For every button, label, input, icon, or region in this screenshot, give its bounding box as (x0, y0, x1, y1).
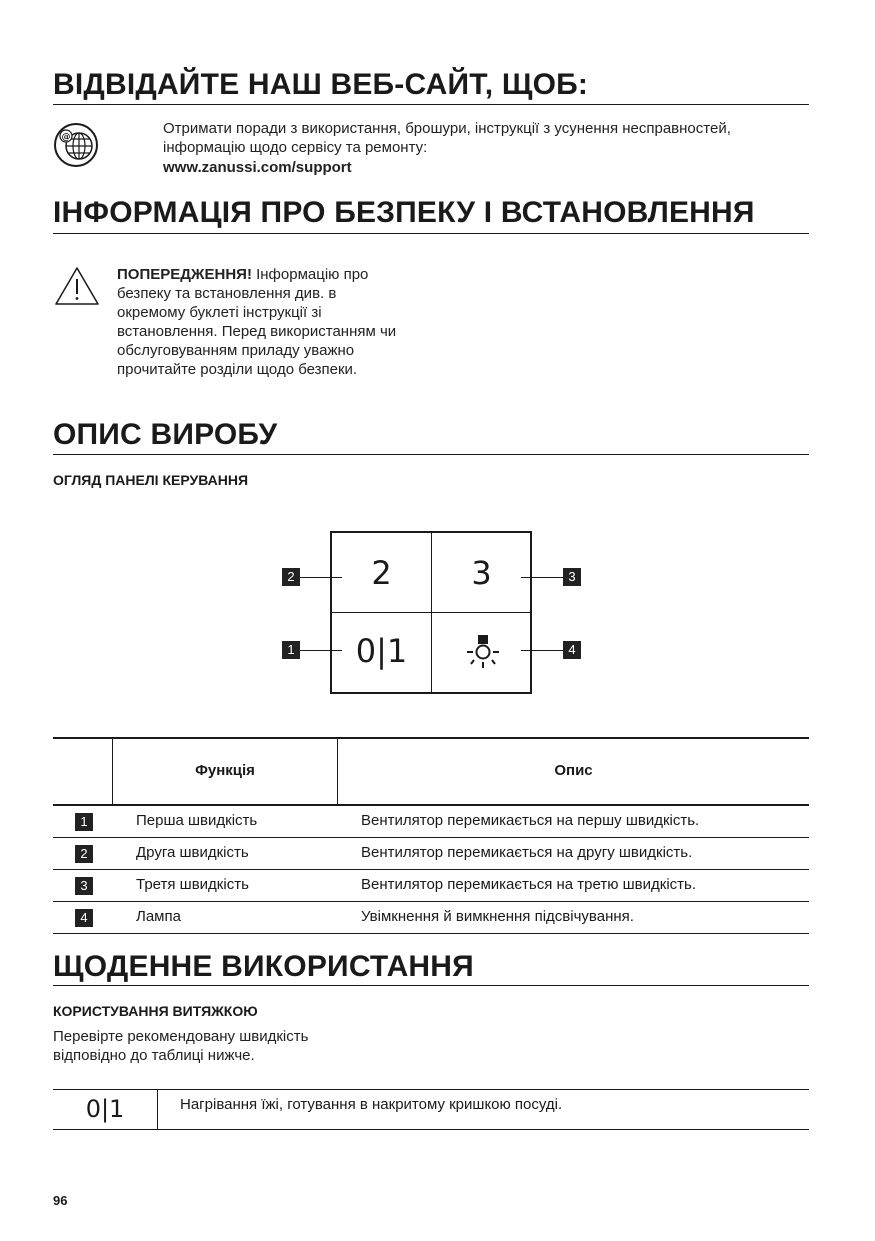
speed-symbol: 0|1 (85, 1095, 125, 1123)
row-function: Лампа (136, 908, 181, 925)
row-description: Вентилятор перемикається на третю швидкість. (361, 876, 697, 893)
warning-label: ПОПЕРЕДЖЕННЯ! (117, 266, 252, 283)
svg-text:@: @ (61, 132, 71, 143)
callout-line (521, 650, 563, 651)
control-panel-diagram (330, 531, 532, 694)
warning-text (117, 265, 407, 379)
divider (53, 233, 809, 234)
daily-subheading: КОРИСТУВАННЯ ВИТЯЖКОЮ (53, 1003, 258, 1019)
safety-heading: ІНФОРМАЦІЯ ПРО БЕЗПЕКУ І ВСТАНОВЛЕННЯ (53, 196, 755, 229)
callout-1: 1 (282, 641, 300, 659)
website-text: Отримати поради з використання, брошури, інструкції з усунення несправностей, інформацію щодо сервісу та ремонту: (163, 120, 731, 156)
divider (53, 454, 809, 455)
divider (53, 104, 809, 105)
header-description: Опис (554, 762, 593, 779)
daily-heading: ЩОДЕННЕ ВИКОРИСТАННЯ (53, 950, 474, 983)
callout-4: 4 (563, 641, 581, 659)
page-number: 96 (53, 1193, 68, 1208)
speed-3-button: 3 (471, 554, 492, 592)
website-heading: ВІДВІДАЙТЕ НАШ ВЕБ-САЙТ, ЩОБ: (53, 68, 589, 101)
table-row (53, 838, 809, 870)
table-row (53, 902, 809, 934)
header-function: Функція (195, 762, 255, 779)
row-number: 3 (75, 877, 93, 895)
row-function: Друга швидкість (136, 844, 249, 861)
speed-2-button: 2 (371, 554, 392, 592)
row-description: Вентилятор перемикається на другу швидкість. (361, 844, 693, 861)
row-number: 1 (75, 813, 93, 831)
row-description: Вентилятор перемикається на першу швидкість. (361, 812, 700, 829)
panel-subheading: ОГЛЯД ПАНЕЛІ КЕРУВАННЯ (53, 472, 249, 488)
table-row (53, 870, 809, 902)
callout-line (521, 577, 563, 578)
warning-body: Інформацію про безпеку та встановлення див. в окремому буклеті інструкції зі встановлення. Перед використанням чи обслуговуванням приладу уважно прочитайте розділи щодо безпеки. (117, 266, 397, 378)
row-number: 2 (75, 845, 93, 863)
callout-3: 3 (563, 568, 581, 586)
globe-at-icon (53, 122, 99, 168)
speed-description: Нагрівання їжі, готування в накритому кришкою посуді. (180, 1096, 563, 1113)
callout-line (300, 577, 342, 578)
on-off-speed-1-button: 0|1 (355, 632, 408, 670)
divider (53, 985, 809, 986)
daily-text: Перевірте рекомендовану швидкість відповідно до таблиці нижче. (53, 1028, 309, 1064)
row-number: 4 (75, 909, 93, 927)
callout-line (300, 650, 342, 651)
website-url[interactable]: www.zanussi.com/support (163, 159, 352, 176)
product-heading: ОПИС ВИРОБУ (53, 418, 278, 451)
row-function: Третя швидкість (136, 876, 249, 893)
lamp-icon (465, 633, 501, 669)
row-description: Увімкнення й вимкнення підсвічування. (361, 908, 634, 925)
table-row (53, 806, 809, 838)
warning-triangle-icon (54, 266, 100, 306)
row-function: Перша швидкість (136, 812, 258, 829)
callout-2: 2 (282, 568, 300, 586)
speed-table (53, 1089, 809, 1130)
